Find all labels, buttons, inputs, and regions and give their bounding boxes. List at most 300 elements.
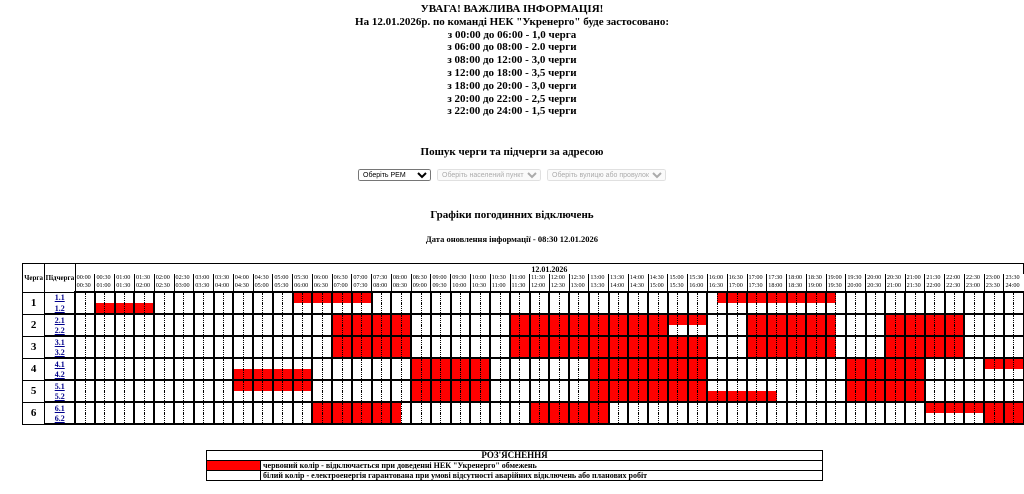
schedule-cell: [293, 314, 303, 325]
schedule-cell: [767, 391, 777, 402]
subqueue-link[interactable]: [45, 369, 75, 380]
schedule-cell: [164, 292, 174, 303]
schedule-cell: [707, 325, 717, 336]
schedule-cell: [441, 314, 451, 325]
schedule-cell: [223, 391, 233, 402]
schedule-cell: [243, 369, 253, 380]
schedule-cell: [806, 402, 816, 413]
schedule-cell: [787, 336, 797, 347]
schedule-cell: [233, 292, 243, 303]
schedule-cell: [767, 314, 777, 325]
schedule-cell: [105, 391, 115, 402]
schedule-cell: [707, 402, 717, 413]
schedule-cell: [263, 369, 273, 380]
schedule-cell: [609, 358, 619, 369]
schedule-cell: [441, 380, 451, 391]
schedule-cell: [599, 336, 609, 347]
schedule-cell: [915, 314, 925, 325]
schedule-cell: [273, 358, 283, 369]
schedule-cell: [283, 314, 293, 325]
schedule-cell: [75, 325, 85, 336]
schedule-cell: [134, 336, 144, 347]
schedule-cell: [638, 292, 648, 303]
schedule-cell: [945, 314, 955, 325]
schedule-cell: [974, 325, 984, 336]
schedule-cell: [994, 413, 1004, 424]
schedule-cell: [757, 303, 767, 314]
schedule-cell: [619, 413, 629, 424]
schedule-cell: [984, 303, 994, 314]
slot-end: 09:00: [412, 281, 427, 289]
schedule-cell: [609, 413, 619, 424]
schedule-cell: [401, 391, 411, 402]
schedule-cell: [312, 358, 322, 369]
schedule-cell: [194, 358, 204, 369]
schedule-cell: [85, 402, 95, 413]
slot-start: 06:00: [313, 274, 328, 281]
schedule-cell: [470, 413, 480, 424]
schedule-cell: [470, 336, 480, 347]
schedule-cell: [332, 358, 342, 369]
schedule-cell: [846, 391, 856, 402]
schedule-cell: [846, 402, 856, 413]
schedule-cell: [174, 336, 184, 347]
schedule-cell: [609, 325, 619, 336]
rem-select[interactable]: [358, 169, 431, 181]
time-slot-label: [470, 274, 490, 292]
schedule-cell: [223, 369, 233, 380]
schedule-cell: [1014, 402, 1024, 413]
schedule-cell: [668, 413, 678, 424]
schedule-cell: [895, 314, 905, 325]
schedule-cell: [530, 314, 540, 325]
slot-end: 11:00: [491, 281, 506, 289]
subqueue-link-text[interactable]: 6.1: [54, 403, 65, 413]
schedule-cell: [510, 413, 520, 424]
schedule-cell: [154, 402, 164, 413]
schedule-cell: [382, 380, 392, 391]
schedule-cell: [707, 314, 717, 325]
schedule-cell: [885, 380, 895, 391]
schedule-cell: [253, 391, 263, 402]
schedule-cell: [441, 303, 451, 314]
schedule-cell: [470, 303, 480, 314]
schedule-cell: [668, 325, 678, 336]
schedule-cell: [451, 402, 461, 413]
schedule-cell: [895, 303, 905, 314]
subqueue-link[interactable]: [45, 303, 75, 314]
slot-start: 06:30: [333, 274, 348, 281]
schedule-cell: [688, 303, 698, 314]
schedule-cell: [1004, 347, 1014, 358]
schedule-cell: [599, 391, 609, 402]
settlement-select[interactable]: [437, 169, 541, 181]
subqueue-link[interactable]: [45, 325, 75, 336]
schedule-cell: [885, 314, 895, 325]
schedule-cell: [520, 314, 530, 325]
schedule-cell: [372, 303, 382, 314]
schedule-cell: [204, 402, 214, 413]
schedule-cell: [925, 292, 935, 303]
schedule-cell: [836, 303, 846, 314]
schedule-cell: [332, 413, 342, 424]
schedule-cell: [895, 347, 905, 358]
schedule-cell: [885, 336, 895, 347]
subqueue-link-text[interactable]: 3.2: [54, 347, 65, 357]
schedule-cell: [678, 391, 688, 402]
schedule-cell: [638, 303, 648, 314]
schedule-cell: [273, 380, 283, 391]
schedule-cell: [520, 347, 530, 358]
schedule-cell: [688, 413, 698, 424]
schedule-cell: [757, 292, 767, 303]
schedule-cell: [520, 303, 530, 314]
schedule-cell: [174, 380, 184, 391]
schedule-cell: [243, 413, 253, 424]
search-title: Пошук черги та підчерги за адресою: [420, 146, 604, 159]
schedule-cell: [223, 325, 233, 336]
slot-start: 11:30: [531, 274, 545, 281]
slot-end: 10:00: [452, 281, 467, 289]
schedule-cell: [85, 380, 95, 391]
schedule-cell: [569, 292, 579, 303]
subqueue-link-text[interactable]: 4.1: [54, 359, 65, 369]
schedule-cell: [510, 402, 520, 413]
schedule-cell: [223, 303, 233, 314]
schedule-cell: [727, 369, 737, 380]
subqueue-link[interactable]: [45, 347, 75, 358]
schedule-cell: [648, 358, 658, 369]
schedule-cell: [273, 391, 283, 402]
schedule-cell: [125, 369, 135, 380]
schedule-cell: [816, 314, 826, 325]
schedule-cell: [777, 369, 787, 380]
schedule-cell: [253, 325, 263, 336]
slot-end: 15:30: [669, 281, 684, 289]
schedule-cell: [115, 369, 125, 380]
schedule-cell: [95, 336, 105, 347]
subqueue-link-text[interactable]: 6.2: [54, 413, 65, 423]
schedule-cell: [796, 347, 806, 358]
slot-end: 04:30: [234, 281, 249, 289]
schedule-cell: [688, 314, 698, 325]
time-slot-label: [75, 274, 95, 292]
schedule-cell: [214, 314, 224, 325]
schedule-cell: [836, 336, 846, 347]
schedule-cell: [451, 347, 461, 358]
schedule-cell: [945, 413, 955, 424]
subqueue-link-text[interactable]: 4.2: [54, 369, 65, 379]
slot-start: 13:00: [590, 274, 605, 281]
time-slot-label: [332, 274, 352, 292]
schedule-cell: [243, 292, 253, 303]
schedule-cell: [184, 292, 194, 303]
schedule-cell: [243, 380, 253, 391]
schedule-cell: [846, 369, 856, 380]
schedule-cell: [727, 402, 737, 413]
schedule-cell: [125, 413, 135, 424]
schedule-cell: [391, 380, 401, 391]
schedule-cell: [401, 402, 411, 413]
schedule-cell: [85, 303, 95, 314]
slot-end: 17:00: [728, 281, 743, 289]
schedule-cell: [856, 303, 866, 314]
schedule-cell: [362, 325, 372, 336]
schedule-cell: [609, 380, 619, 391]
schedule-grid-wrap: [22, 263, 1024, 425]
schedule-cell: [539, 413, 549, 424]
schedule-cell: [1014, 413, 1024, 424]
slot-start: 23:00: [985, 274, 1000, 281]
schedule-cell: [510, 380, 520, 391]
schedule-cell: [214, 391, 224, 402]
schedule-cell: [293, 402, 303, 413]
schedule-cell: [658, 380, 668, 391]
schedule-cell: [352, 402, 362, 413]
slot-end: 20:00: [847, 281, 862, 289]
schedule-cell: [648, 402, 658, 413]
slot-end: 21:30: [906, 281, 921, 289]
subqueue-link[interactable]: [45, 413, 75, 424]
schedule-cell: [619, 347, 629, 358]
schedule-cell: [263, 325, 273, 336]
schedule-cell: [796, 369, 806, 380]
subqueue-link[interactable]: [45, 314, 75, 325]
schedule-cell: [401, 347, 411, 358]
schedule-cell: [115, 358, 125, 369]
schedule-cell: [549, 413, 559, 424]
schedule-cell: [589, 413, 599, 424]
schedule-cell: [569, 303, 579, 314]
schedule-cell: [391, 391, 401, 402]
schedule-cell: [263, 303, 273, 314]
schedule-cell: [836, 347, 846, 358]
subqueue-link[interactable]: [45, 358, 75, 369]
subqueue-link-text[interactable]: 3.1: [54, 337, 65, 347]
schedule-cell: [273, 292, 283, 303]
schedule-cell: [125, 402, 135, 413]
schedule-cell: [787, 303, 797, 314]
slot-start: 11:00: [511, 274, 526, 281]
schedule-cell: [747, 380, 757, 391]
schedule-cell: [816, 369, 826, 380]
schedule-cell: [796, 314, 806, 325]
slot-end: 01:30: [116, 281, 131, 289]
schedule-cell: [628, 358, 638, 369]
schedule-cell: [421, 369, 431, 380]
schedule-cell: [856, 325, 866, 336]
notice-line: На 12.01.2026р. по команді НЕК "Укренерго" буде застосовано:: [355, 15, 669, 28]
schedule-cell: [164, 303, 174, 314]
schedule-cell: [342, 402, 352, 413]
schedule-cell: [609, 303, 619, 314]
schedule-cell: [915, 413, 925, 424]
schedule-cell: [678, 292, 688, 303]
schedule-cell: [461, 402, 471, 413]
schedule-cell: [312, 413, 322, 424]
schedule-cell: [243, 325, 253, 336]
schedule-cell: [144, 358, 154, 369]
schedule-cell: [283, 292, 293, 303]
subqueue-link-text[interactable]: 2.1: [54, 315, 65, 325]
schedule-cell: [441, 369, 451, 380]
schedule-cell: [777, 336, 787, 347]
schedule-cell: [648, 336, 658, 347]
schedule-cell: [935, 325, 945, 336]
schedule-cell: [737, 369, 747, 380]
subqueue-link-text[interactable]: 1.1: [54, 293, 65, 303]
schedule-cell: [352, 303, 362, 314]
subqueue-link[interactable]: [45, 391, 75, 402]
schedule-cell: [964, 303, 974, 314]
schedule-cell: [154, 358, 164, 369]
time-slot-label: [964, 274, 984, 292]
schedule-cell: [411, 292, 421, 303]
legend: [206, 450, 823, 481]
slot-end: 12:30: [550, 281, 565, 289]
slot-start: 03:30: [215, 274, 230, 281]
schedule-cell: [747, 413, 757, 424]
schedule-cell: [668, 347, 678, 358]
schedule-cell: [559, 413, 569, 424]
schedule-cell: [421, 336, 431, 347]
schedule-cell: [737, 380, 747, 391]
schedule-cell: [125, 380, 135, 391]
schedule-cell: [431, 303, 441, 314]
schedule-cell: [579, 347, 589, 358]
schedule-cell: [204, 391, 214, 402]
schedule-cell: [85, 314, 95, 325]
schedule-cell: [796, 325, 806, 336]
schedule-cell: [134, 380, 144, 391]
schedule-cell: [806, 314, 816, 325]
subqueue-link[interactable]: [45, 402, 75, 413]
schedule-cell: [866, 369, 876, 380]
schedule-cell: [382, 347, 392, 358]
schedule-cell: [263, 292, 273, 303]
schedule-cell: [382, 358, 392, 369]
schedule-cell: [144, 347, 154, 358]
schedule-cell: [787, 380, 797, 391]
schedule-cell: [233, 369, 243, 380]
slot-end: 11:30: [511, 281, 526, 289]
schedule-cell: [925, 380, 935, 391]
street-select[interactable]: [547, 169, 666, 181]
subqueue-link[interactable]: [45, 380, 75, 391]
schedule-cell: [619, 314, 629, 325]
schedule-cell: [322, 336, 332, 347]
schedule-cell: [964, 369, 974, 380]
schedule-cell: [164, 336, 174, 347]
schedule-cell: [144, 391, 154, 402]
schedule-cell: [75, 369, 85, 380]
schedule-cell: [915, 391, 925, 402]
subqueue-link-text[interactable]: 5.2: [54, 391, 65, 401]
time-slot-label: [134, 274, 154, 292]
schedule-cell: [95, 292, 105, 303]
slot-end: 05:30: [274, 281, 289, 289]
slot-end: 14:30: [629, 281, 645, 289]
schedule-cell: [223, 336, 233, 347]
schedule-cell: [777, 303, 787, 314]
schedule-cell: [787, 369, 797, 380]
schedule-cell: [955, 391, 965, 402]
subqueue-link-text[interactable]: 5.1: [54, 381, 65, 391]
slot-start: 21:30: [926, 274, 941, 281]
schedule-cell: [707, 380, 717, 391]
schedule-cell: [856, 358, 866, 369]
schedule-cell: [816, 413, 826, 424]
subqueue-link[interactable]: [45, 292, 75, 303]
time-slot-label: [431, 274, 451, 292]
schedule-cell: [549, 303, 559, 314]
schedule-cell: [431, 369, 441, 380]
schedule-cell: [757, 369, 767, 380]
schedule-cell: [105, 380, 115, 391]
schedule-cell: [935, 380, 945, 391]
schedule-cell: [579, 402, 589, 413]
schedule-cell: [846, 292, 856, 303]
slot-end: 09:30: [432, 281, 447, 289]
subqueue-link-text[interactable]: 1.2: [54, 303, 65, 313]
schedule-cell: [194, 402, 204, 413]
schedule-cell: [184, 336, 194, 347]
slot-start: 00:30: [96, 274, 111, 281]
schedule-cell: [144, 369, 154, 380]
schedule-cell: [105, 347, 115, 358]
schedule-cell: [717, 336, 727, 347]
schedule-cell: [856, 314, 866, 325]
schedule-cell: [421, 358, 431, 369]
time-slot-label: [253, 274, 273, 292]
schedule-cell: [332, 380, 342, 391]
schedule-cell: [549, 380, 559, 391]
schedule-cell: [638, 358, 648, 369]
schedule-cell: [905, 292, 915, 303]
schedule-cell: [628, 380, 638, 391]
subqueue-link-text[interactable]: 2.2: [54, 325, 65, 335]
schedule-cell: [787, 402, 797, 413]
schedule-cell: [915, 303, 925, 314]
schedule-cell: [125, 358, 135, 369]
schedule-cell: [105, 358, 115, 369]
schedule-cell: [648, 292, 658, 303]
schedule-cell: [698, 336, 708, 347]
schedule-cell: [322, 325, 332, 336]
schedule-cell: [431, 380, 441, 391]
schedule-cell: [678, 358, 688, 369]
schedule-cell: [638, 347, 648, 358]
schedule-cell: [125, 292, 135, 303]
schedule-cell: [905, 391, 915, 402]
schedule-cell: [490, 336, 500, 347]
schedule-cell: [846, 336, 856, 347]
schedule-cell: [283, 358, 293, 369]
schedule-cell: [806, 358, 816, 369]
schedule-cell: [174, 347, 184, 358]
schedule-cell: [935, 413, 945, 424]
schedule-cell: [451, 325, 461, 336]
schedule-cell: [628, 347, 638, 358]
schedule-cell: [134, 369, 144, 380]
schedule-cell: [382, 369, 392, 380]
schedule-cell: [95, 358, 105, 369]
schedule-cell: [253, 336, 263, 347]
schedule-cell: [1014, 369, 1024, 380]
schedule-cell: [154, 303, 164, 314]
schedule-cell: [895, 413, 905, 424]
subqueue-link[interactable]: [45, 336, 75, 347]
